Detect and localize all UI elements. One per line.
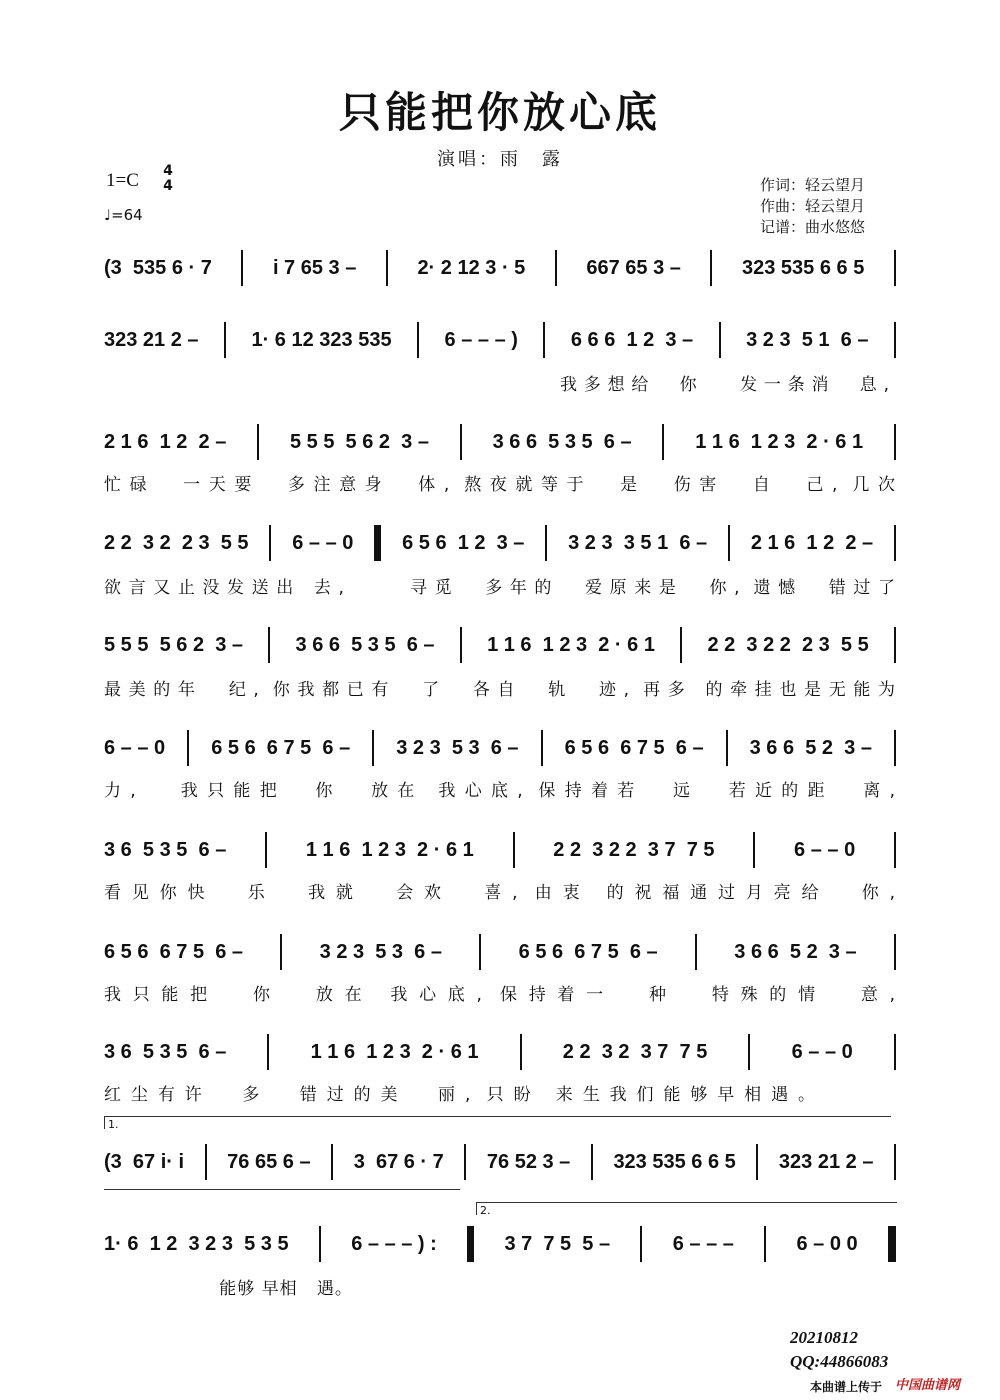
lyric-line-3: 忙碌 一天要 多注意身 体, 熬夜就等于 是 伤害 自 己, 几次 xyxy=(104,475,896,495)
barline xyxy=(764,1226,766,1262)
date-stamp: 20210812 xyxy=(790,1328,858,1347)
barline xyxy=(205,1144,207,1180)
barline xyxy=(710,250,712,286)
barline xyxy=(545,525,547,561)
measure: 2 2 3 2 2 2 3 5 5 xyxy=(707,633,869,656)
barline xyxy=(591,1144,593,1180)
barline xyxy=(257,424,259,460)
barline xyxy=(894,250,896,286)
barline xyxy=(268,627,270,663)
score-line-6 xyxy=(104,733,896,763)
barline xyxy=(460,627,462,663)
score-line-11 xyxy=(104,1229,896,1259)
lyric-line-6: 力, 我只能把 你 放在 我心底, 保持着若 远 若近的距 离, xyxy=(104,781,896,801)
measure: 6 5 6 6 7 5 6 – xyxy=(104,940,243,963)
lyric-line-4: 欲言又止没发送出 去, 寻觅 多年的 爱原来是 你, 遗憾 错过了 xyxy=(104,578,896,598)
barline xyxy=(187,730,189,766)
barline xyxy=(520,1034,522,1070)
score-line-5 xyxy=(104,630,896,660)
score-line-8 xyxy=(104,937,896,967)
measure: 3 6 6 5 2 3 – xyxy=(749,736,872,759)
measure: 323 535 6 6 5 xyxy=(742,256,865,279)
measure: (3 67 i· i xyxy=(104,1150,185,1173)
measure: 3 6 5 3 5 6 – xyxy=(104,1040,227,1063)
measure: 76 52 3 – xyxy=(486,1150,571,1173)
barline xyxy=(265,832,267,868)
measure: 2· 2 12 3 · 5 xyxy=(417,256,526,279)
measure: 1· 6 12 323 535 xyxy=(251,328,392,351)
barline xyxy=(753,832,755,868)
barline xyxy=(894,1144,896,1180)
barline xyxy=(894,934,896,970)
site-logo[interactable]: 中国曲谱网 xyxy=(895,1378,961,1393)
measure: 6 5 6 6 7 5 6 – xyxy=(518,940,658,963)
barline xyxy=(680,627,682,663)
barline xyxy=(267,1034,269,1070)
time-signature-top: 4 xyxy=(163,163,173,179)
measure: i 7 65 3 – xyxy=(272,256,357,279)
measure: 323 21 2 – xyxy=(778,1150,874,1173)
barline xyxy=(386,250,388,286)
barline xyxy=(479,934,481,970)
transcriber-credit: 记谱：曲水悠悠 xyxy=(760,218,866,236)
barline xyxy=(372,730,374,766)
lyric-line-8: 我只能把 你 放在 我心底, 保持着一 种 特殊的情 意, xyxy=(104,985,896,1005)
measure: 6 5 6 6 7 5 6 – xyxy=(211,736,351,759)
barline xyxy=(541,730,543,766)
measure: 3 2 3 5 1 6 – xyxy=(746,328,869,351)
barline xyxy=(331,1144,333,1180)
barline xyxy=(280,934,282,970)
score-line-7 xyxy=(104,835,896,865)
measure: 323 535 6 6 5 xyxy=(613,1150,736,1173)
measure: 3 6 6 5 2 3 – xyxy=(734,940,857,963)
measure: 6 5 6 1 2 3 – xyxy=(402,531,525,554)
measure: 3 2 3 5 3 6 – xyxy=(396,736,519,759)
barline xyxy=(748,1034,750,1070)
barline xyxy=(695,934,697,970)
measure: 6 – – – xyxy=(672,1232,734,1255)
measure: 3 7 7 5 5 – xyxy=(504,1232,611,1255)
measure: 2 2 3 2 2 3 5 5 xyxy=(104,531,249,554)
measure: 3 6 6 5 3 5 6 – xyxy=(492,430,632,453)
measure: 76 65 6 – xyxy=(227,1150,311,1173)
barline xyxy=(728,525,730,561)
barline xyxy=(894,1034,896,1070)
measure: 1 1 6 1 2 3 2 · 6 1 xyxy=(305,838,474,861)
barline xyxy=(719,322,721,358)
measure: 3 6 5 3 5 6 – xyxy=(104,838,227,861)
time-signature xyxy=(160,164,176,194)
score-line-3 xyxy=(104,427,896,457)
score-line-10 xyxy=(104,1147,896,1177)
score-line-4 xyxy=(104,528,896,558)
barline xyxy=(726,730,728,766)
time-signature-bottom: 4 xyxy=(163,178,173,194)
measure: 6 – – 0 xyxy=(292,531,354,554)
barline xyxy=(224,322,226,358)
barline xyxy=(662,424,664,460)
measure: 6 – – – ) xyxy=(444,328,518,351)
measure: 1 1 6 1 2 3 2 · 6 1 xyxy=(695,430,864,453)
barline xyxy=(269,525,271,561)
measure: 2 2 3 2 2 3 7 7 5 xyxy=(553,838,715,861)
barline xyxy=(241,250,243,286)
barline xyxy=(513,832,515,868)
singer-credit: 演唱：雨 露 xyxy=(437,149,563,170)
barline xyxy=(894,832,896,868)
measure: 2 1 6 1 2 2 – xyxy=(104,430,227,453)
barline xyxy=(894,730,896,766)
score-line-2 xyxy=(104,325,896,355)
lyricist-credit: 作词：轻云望月 xyxy=(760,176,866,194)
lyric-line-11: 能够 早相 遇。 xyxy=(104,1279,353,1299)
barline xyxy=(555,250,557,286)
measure: 6 – 0 0 xyxy=(796,1232,858,1255)
measure: 1· 6 1 2 3 2 3 5 3 5 xyxy=(104,1232,289,1255)
measure: 3 6 6 5 3 5 6 – xyxy=(295,633,435,656)
barline xyxy=(894,322,896,358)
measure: 6 – – 0 xyxy=(104,736,166,759)
final-barline xyxy=(888,1226,896,1262)
measure: 6 – – – ) : xyxy=(351,1232,437,1255)
lyric-line-7: 看见你快 乐 我就 会欢 喜, 由衷 的祝福通过月亮给 你, xyxy=(104,883,896,903)
barline xyxy=(756,1144,758,1180)
first-ending-bracket xyxy=(104,1116,891,1129)
second-ending-label: 2. xyxy=(480,1204,491,1217)
measure: 5 5 5 5 6 2 3 – xyxy=(289,430,429,453)
measure: 6 – – 0 xyxy=(791,1040,853,1063)
key-signature: 1=C xyxy=(106,170,139,191)
barline xyxy=(319,1226,321,1262)
lyric-line-9: 红尘有许 多 错过的美 丽, 只盼 来生我们能够早相遇。 xyxy=(104,1085,816,1105)
barline xyxy=(464,1144,466,1180)
upload-note: 本曲谱上传于 xyxy=(810,1380,883,1394)
barline xyxy=(894,525,896,561)
lyric-line-2: 我多想给 你 发一条消 息, xyxy=(560,375,890,395)
barline xyxy=(417,322,419,358)
measure: 3 2 3 5 3 6 – xyxy=(319,940,442,963)
measure: 6 6 6 1 2 3 – xyxy=(570,328,694,351)
barline xyxy=(460,424,462,460)
measure: (3 535 6 · 7 xyxy=(104,256,212,279)
measure: 3 67 6 · 7 xyxy=(353,1150,444,1173)
lyric-line-5: 最美的年 纪, 你我都已有 了 各自 轨 迹, 再多 的牵挂也是无能为 xyxy=(104,680,896,700)
first-ending-continuation xyxy=(104,1189,460,1190)
measure: 5 5 5 5 6 2 3 – xyxy=(104,633,243,656)
qq-contact: QQ:44866083 xyxy=(790,1352,889,1371)
barline xyxy=(543,322,545,358)
measure: 6 – – 0 xyxy=(794,838,856,861)
barline xyxy=(640,1226,642,1262)
measure: 2 2 3 2 3 7 7 5 xyxy=(562,1040,708,1063)
measure: 667 65 3 – xyxy=(586,256,681,279)
score-line-1 xyxy=(104,253,896,283)
repeat-end-barline xyxy=(467,1226,474,1262)
measure: 2 1 6 1 2 2 – xyxy=(750,531,874,554)
measure: 323 21 2 – xyxy=(104,328,199,351)
measure: 6 5 6 6 7 5 6 – xyxy=(564,736,704,759)
song-title: 只能把你放心底 xyxy=(338,88,661,137)
composer-credit: 作曲：轻云望月 xyxy=(760,197,866,215)
second-ending-bracket xyxy=(476,1202,897,1215)
measure: 1 1 6 1 2 3 2 · 6 1 xyxy=(487,633,655,656)
first-ending-label: 1. xyxy=(108,1118,119,1131)
barline xyxy=(894,627,896,663)
tempo-marking: ♩=64 xyxy=(104,206,143,224)
measure: 1 1 6 1 2 3 2 · 6 1 xyxy=(310,1040,479,1063)
barline xyxy=(894,424,896,460)
credits-block xyxy=(760,175,865,238)
repeat-start-barline xyxy=(374,525,381,561)
measure: 3 2 3 3 5 1 6 – xyxy=(568,531,708,554)
score-line-9 xyxy=(104,1037,896,1067)
